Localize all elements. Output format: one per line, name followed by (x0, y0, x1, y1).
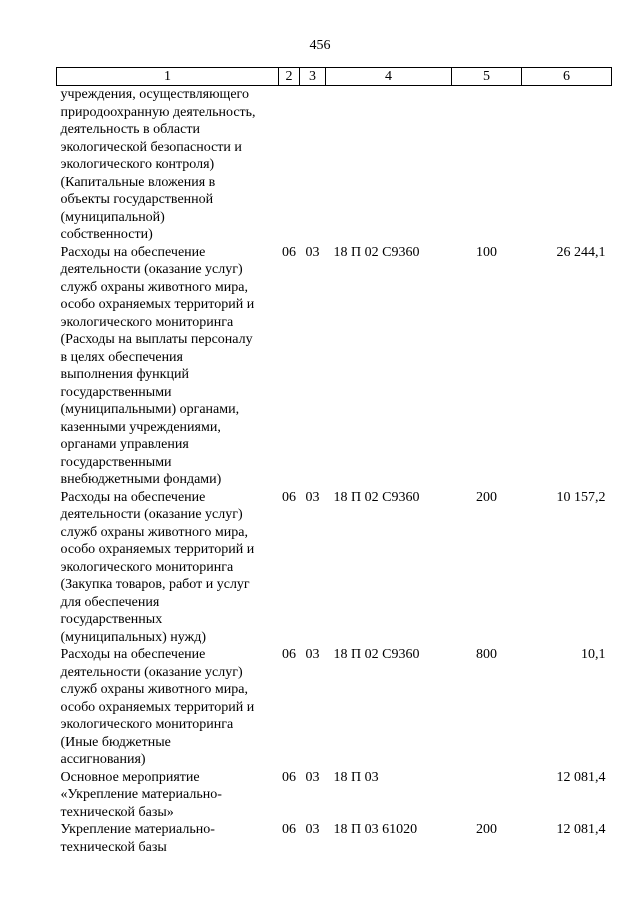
row-name-line: Расходы на обеспечение (60, 244, 206, 260)
table-header-row (57, 68, 612, 86)
target-article-cell (326, 86, 452, 244)
target-article-cell: 18 П 03 (333, 769, 379, 785)
row-name-line: (Капитальные вложения в (60, 174, 216, 190)
table-row (57, 821, 612, 856)
subsection-code-cell: 03 (305, 244, 320, 260)
expense-type-cell: 200 (476, 489, 497, 505)
row-name-line: деятельности (оказание услуг) (60, 507, 243, 522)
row-name-line: экологического мониторинга (60, 314, 234, 330)
row-name-line: объекты государственной (60, 192, 214, 207)
row-name-cell (57, 821, 279, 856)
row-name-line: (муниципальной) (60, 209, 165, 225)
expense-type-cell (452, 86, 522, 244)
row-name-line: государственных (60, 612, 163, 627)
row-name-line: особо охраняемых территорий и (60, 699, 255, 715)
row-name-line: (муниципальными) органами, (60, 402, 240, 417)
row-name-line: ассигнования) (60, 752, 146, 767)
column-header-6: 6 (522, 68, 612, 86)
target-article-cell: 18 П 02 С9360 (333, 489, 420, 505)
amount-cell: 10,1 (581, 647, 606, 662)
row-name-line: (муниципальных) нужд) (60, 629, 207, 645)
budget-table (56, 67, 612, 856)
subsection-code-cell (300, 86, 326, 244)
row-name-line: деятельности (оказание услуг) (60, 262, 243, 277)
subsection-code-cell: 03 (305, 647, 320, 662)
row-name-line: экологической безопасности и (60, 139, 242, 155)
row-name-line: «Укрепление материально- (60, 787, 222, 802)
row-name-cell (57, 769, 279, 822)
section-code-cell (279, 86, 300, 244)
row-name-line: государственными (60, 454, 172, 470)
row-name-line: экологического контроля) (60, 157, 215, 172)
row-name-line: технической базы» (60, 804, 174, 820)
row-name-line: деятельность в области (60, 122, 200, 137)
section-code-cell: 06 (282, 769, 296, 785)
row-name-cell (57, 646, 279, 769)
row-name-line: природоохранную деятельность, (60, 104, 256, 120)
row-name-cell (57, 244, 279, 489)
row-name-line: государственными (60, 384, 172, 400)
row-name-line: (Закупка товаров, работ и услуг (60, 577, 250, 592)
section-code-cell: 06 (282, 244, 296, 260)
expense-type-cell: 200 (476, 822, 497, 837)
amount-cell: 26 244,1 (556, 244, 606, 260)
row-name-line: казенными учреждениями, (60, 419, 221, 435)
row-name-cell (57, 489, 279, 647)
row-name-line: экологического мониторинга (60, 559, 234, 575)
section-code-cell: 06 (282, 489, 296, 505)
row-name-line: особо охраняемых территорий и (60, 542, 255, 557)
row-name-line: Расходы на обеспечение (60, 489, 206, 505)
row-name-line: особо охраняемых территорий и (60, 297, 255, 312)
row-name-line: органами управления (60, 437, 189, 452)
target-article-cell: 18 П 02 С9360 (333, 244, 420, 260)
target-article-cell: 18 П 02 С9360 (333, 647, 420, 662)
expense-type-cell: 100 (476, 244, 497, 260)
table-row (57, 769, 612, 822)
amount-cell (522, 86, 612, 244)
row-name-line: служб охраны животного мира, (60, 682, 248, 697)
subsection-code-cell: 03 (305, 822, 320, 837)
row-name-line: Расходы на обеспечение (60, 647, 206, 662)
row-name-line: в целях обеспечения (60, 349, 183, 365)
amount-cell: 10 157,2 (556, 489, 606, 505)
table-body (57, 86, 612, 857)
expense-type-cell (452, 769, 522, 822)
row-name-line: (Расходы на выплаты персоналу (60, 332, 253, 347)
section-code-cell: 06 (282, 822, 296, 837)
subsection-code-cell: 03 (305, 769, 320, 785)
amount-cell: 12 081,4 (556, 769, 606, 785)
section-code-cell: 06 (282, 647, 296, 662)
amount-cell: 12 081,4 (556, 822, 606, 837)
subsection-code-cell: 03 (305, 489, 320, 505)
table-row (57, 646, 612, 769)
table-row (57, 244, 612, 489)
column-header-4: 4 (326, 68, 452, 86)
row-name-line: собственности) (60, 227, 153, 242)
row-name-line: выполнения функций (60, 367, 189, 382)
table-row (57, 86, 612, 244)
row-name-line: Основное мероприятие (60, 769, 200, 785)
row-name-line: учреждения, осуществляющего (60, 87, 249, 102)
column-header-1: 1 (57, 68, 279, 86)
row-name-line: деятельности (оказание услуг) (60, 664, 243, 680)
column-header-5: 5 (452, 68, 522, 86)
row-name-line: служб охраны животного мира, (60, 279, 248, 295)
target-article-cell: 18 П 03 61020 (333, 822, 418, 837)
row-name-cell (57, 86, 279, 244)
row-name-line: (Иные бюджетные (60, 734, 171, 750)
expense-type-cell: 800 (476, 647, 497, 662)
row-name-line: внебюджетными фондами) (60, 472, 222, 487)
row-name-line: технической базы (60, 839, 167, 855)
column-header-3: 3 (300, 68, 326, 86)
page-number: 456 (309, 38, 331, 53)
row-name-line: служб охраны животного мира, (60, 524, 248, 540)
table-row (57, 489, 612, 647)
column-header-2: 2 (279, 68, 300, 86)
row-name-line: экологического мониторинга (60, 717, 234, 732)
row-name-line: для обеспечения (60, 594, 160, 610)
row-name-line: Укрепление материально- (60, 822, 215, 837)
